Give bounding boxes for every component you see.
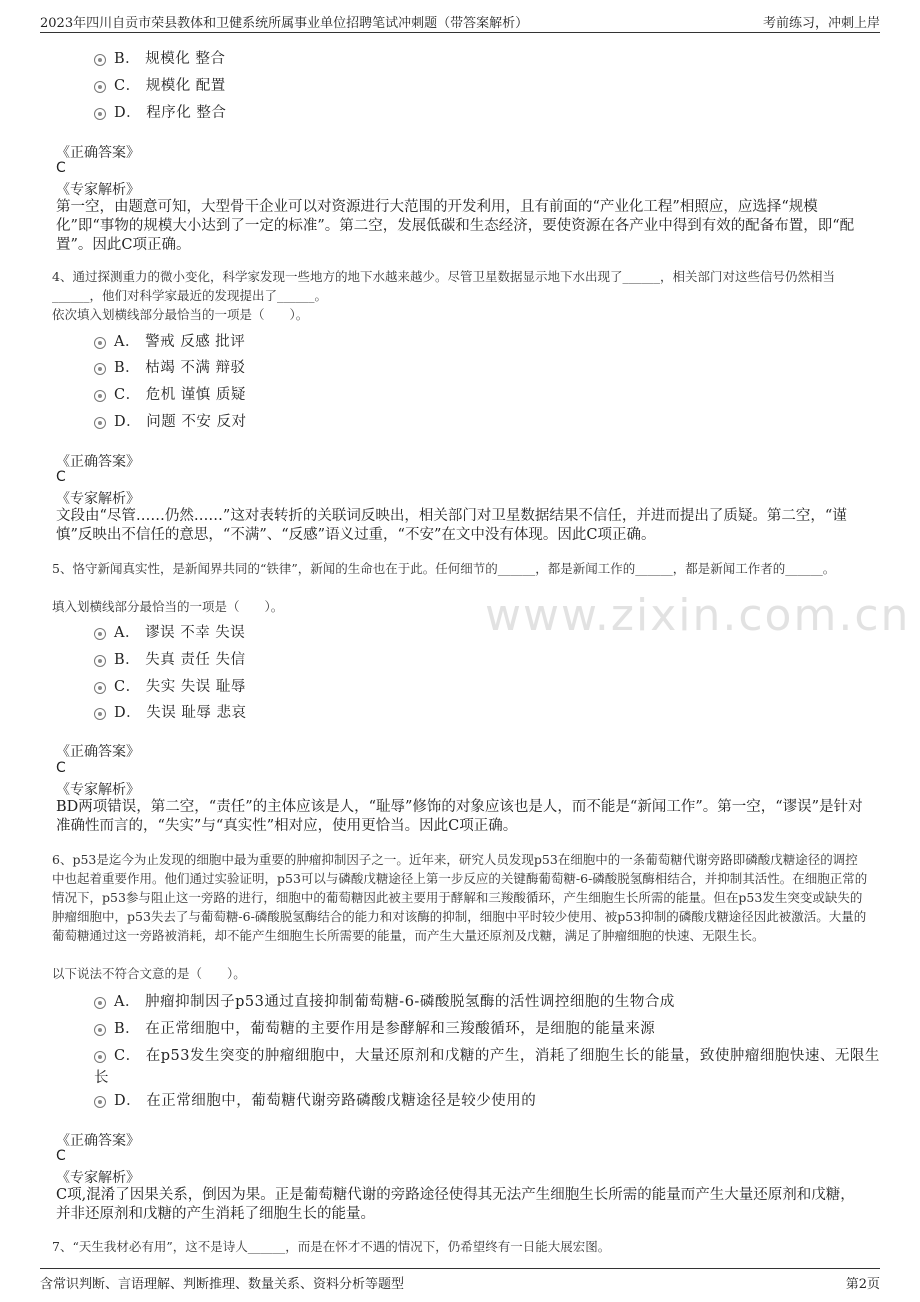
q3-option-b[interactable]: B． 规模化 整合 <box>94 47 225 68</box>
q4-option-c[interactable]: C． 危机 谨慎 质疑 <box>94 383 246 404</box>
radio-icon[interactable] <box>94 390 106 402</box>
header-slogan: 考前练习，冲刺上岸 <box>762 16 880 31</box>
q6-analysis: C项,混淆了因果关系，倒因为果。正是葡萄糖代谢的旁路途径使得其无法产生细胞生长所需的能量而产生大量还原剂和戊糖，并非还原剂和戊糖的产生消耗了细胞生长的能量。 <box>56 1187 855 1222</box>
radio-icon[interactable] <box>94 1024 106 1036</box>
footer-note: 含常识判断、言语理解、判断推理、数量关系、资料分析等题型 <box>40 1277 405 1292</box>
analysis-label: 《专家解析》 <box>56 1170 140 1186</box>
q4-stem: 4、通过探测重力的微小变化，科学家发现一些地方的地下水越来越少。尽管卫星数据显示地下水出现了______，相关部门对这些信号仍然相当______，他们对科学家最近的发现提出了______。 <box>52 269 835 303</box>
q5-answer: C <box>56 760 66 776</box>
q4-option-a[interactable]: A． 警戒 反感 批评 <box>94 330 245 351</box>
q3-answer: C <box>56 160 66 176</box>
q6-answer: C <box>56 1148 66 1164</box>
q7-stem: 7、“天生我材必有用”，这不是诗人______，而是在怀才不遇的情况下，仍希望终有一日能大展宏图。 <box>52 1239 611 1254</box>
q4-answer: C <box>56 469 66 485</box>
radio-icon[interactable] <box>94 54 106 66</box>
q3-analysis: 第一空，由题意可知，大型骨干企业可以对资源进行大范围的开发利用，且有前面的“产业化工程”相照应，应选择“规模化”即“事物的规模大小达到了一定的标准”。第二空，发展低碳和生态经济，要使资源在各产业中得到有效的配备布置，即“配置”。因此C项正确。 <box>56 199 855 253</box>
q6-stem: 6、p53是迄今为止发现的细胞中最为重要的肿瘤抑制因子之一。近年来，研究人员发现p53在细胞中的一条葡萄糖代谢旁路即磷酸戊糖途径的调控中也起着重要作用。他们通过实验证明，p53可以与磷酸戊糖途径上第一步反应的关键酶葡萄糖-6-磷酸脱氢酶相结合，并抑制其活性。在细胞正常的情况下，p53参与阻止这一旁路的进行，细胞中的葡萄糖因此被主要用于酵解和三羧酸循环，产生细胞生长所需的能量。但在p53发生突变或缺失的肿瘤细胞中，p53失去了与葡萄糖-6-磷酸脱氢酶结合的能力和对该酶的抑制，细胞中平时较少使用、被p53抑制的磷酸戊糖途径因此被激活。大量的葡萄糖通过这一旁路被消耗，却不能产生细胞生长所需要的能量，而产生大量还原剂及戊糖，满足了肿瘤细胞的快速、无限生长。 <box>52 852 868 943</box>
q5-option-d[interactable]: D． 失误 耻辱 悲哀 <box>94 701 246 722</box>
page-footer <box>40 1268 880 1293</box>
watermark: www.zixin.com.cn <box>485 590 911 641</box>
page-header <box>40 10 880 33</box>
analysis-label: 《专家解析》 <box>56 491 140 507</box>
radio-icon[interactable] <box>94 655 106 667</box>
document-title: 2023年四川自贡市荣县教体和卫健系统所属事业单位招聘笔试冲刺题（带答案解析） <box>40 16 529 31</box>
q5-option-b[interactable]: B． 失真 责任 失信 <box>94 648 245 669</box>
q6-option-c[interactable]: C． 在p53发生突变的肿瘤细胞中，大量还原剂和戊糖的产生，消耗了细胞生长的能量，致使肿瘤细胞快速、无限生 <box>94 1044 880 1065</box>
q6-option-d[interactable]: D． 在正常细胞中，葡萄糖代谢旁路磷酸戊糖途径是较少使用的 <box>94 1089 536 1110</box>
answer-label: 《正确答案》 <box>56 454 140 470</box>
radio-icon[interactable] <box>94 417 106 429</box>
q4-option-b[interactable]: B． 枯竭 不满 辩驳 <box>94 356 245 377</box>
answer-label: 《正确答案》 <box>56 744 140 760</box>
q3-option-d[interactable]: D． 程序化 整合 <box>94 101 226 122</box>
radio-icon[interactable] <box>94 363 106 375</box>
radio-icon[interactable] <box>94 997 106 1009</box>
radio-icon[interactable] <box>94 1096 106 1108</box>
q4-analysis: 文段由“尽管……仍然……”这对表转折的关联词反映出，相关部门对卫星数据结果不信任，并进而提出了质疑。第二空，“谨慎”反映出不信任的意思，“不满”、“反感”语义过重，“不安”在文中没有体现。因此C项正确。 <box>56 508 847 543</box>
q5-analysis: BD两项错误，第二空，“责任”的主体应该是人，“耻辱”修饰的对象应该也是人，而不能是“新闻工作”。第一空，“谬误”是针对准确性而言的，“失实”与“真实性”相对应，使用更恰当。因此C项正确。 <box>56 799 863 834</box>
analysis-label: 《专家解析》 <box>56 182 140 198</box>
analysis-label: 《专家解析》 <box>56 782 140 798</box>
q4-option-d[interactable]: D． 问题 不安 反对 <box>94 410 246 431</box>
radio-icon[interactable] <box>94 682 106 694</box>
q6-option-b[interactable]: B． 在正常细胞中，葡萄糖的主要作用是参酵解和三羧酸循环，是细胞的能量来源 <box>94 1017 655 1038</box>
radio-icon[interactable] <box>94 708 106 720</box>
q5-option-c[interactable]: C． 失实 失误 耻辱 <box>94 675 246 696</box>
q6-option-a[interactable]: A． 肿瘤抑制因子p53通过直接抑制葡萄糖-6-磷酸脱氢酶的活性调控细胞的生物合成 <box>94 990 675 1011</box>
radio-icon[interactable] <box>94 81 106 93</box>
q6-ask: 以下说法不符合文意的是（ ）。 <box>52 966 246 981</box>
radio-icon[interactable] <box>94 337 106 349</box>
radio-icon[interactable] <box>94 1051 106 1063</box>
q5-option-a[interactable]: A． 谬误 不幸 失误 <box>94 621 245 642</box>
radio-icon[interactable] <box>94 108 106 120</box>
answer-label: 《正确答案》 <box>56 1133 140 1149</box>
answer-label: 《正确答案》 <box>56 145 140 161</box>
q6-option-c-wrap: 长 <box>94 1070 109 1086</box>
page-number: 第2页 <box>845 1277 880 1292</box>
q5-stem: 5、恪守新闻真实性，是新闻界共同的“铁律”，新闻的生命也在于此。任何细节的______，都是新闻工作的______，都是新闻工作者的______。 <box>52 561 836 576</box>
radio-icon[interactable] <box>94 628 106 640</box>
q4-ask: 依次填入划横线部分最恰当的一项是（ ）。 <box>52 307 309 322</box>
q3-option-c[interactable]: C． 规模化 配置 <box>94 74 226 95</box>
q5-ask: 填入划横线部分最恰当的一项是（ ）。 <box>52 599 284 614</box>
